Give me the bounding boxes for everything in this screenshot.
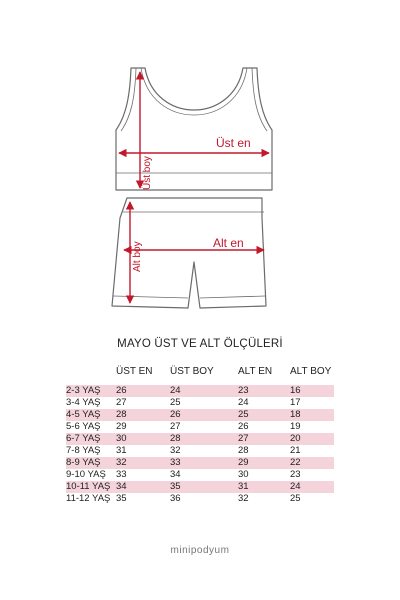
top-length-label: Üst boy: [142, 156, 153, 190]
cell-top-width: 34: [116, 481, 170, 493]
cell-top-width: 27: [116, 397, 170, 409]
bottom-width-label: Alt en: [213, 236, 244, 250]
table-row: [66, 469, 334, 481]
size-chart-title: MAYO ÜST VE ALT ÖLÇÜLERİ: [117, 338, 283, 350]
table-row: [66, 493, 334, 505]
cell-bottom-width: 23: [238, 385, 290, 397]
cell-bottom-length: 25: [290, 493, 334, 505]
brand-logo-text: minipodyum: [170, 545, 230, 556]
bottom-length-label: Alt boy: [132, 241, 143, 272]
size-chart-table: [66, 362, 334, 505]
cell-top-length: 34: [170, 469, 238, 481]
cell-top-length: 36: [170, 493, 238, 505]
header-size: [66, 362, 116, 380]
cell-top-length: 32: [170, 445, 238, 457]
cell-top-length: 28: [170, 433, 238, 445]
cell-bottom-width: 29: [238, 457, 290, 469]
shorts-left-hem: [113, 296, 188, 298]
cell-size: 10-11 YAŞ: [66, 481, 116, 493]
header-bottom-length: ALT BOY: [290, 365, 332, 377]
cell-size: 4-5 YAŞ: [66, 409, 116, 421]
table-row: [66, 421, 334, 433]
cell-bottom-width: 30: [238, 469, 290, 481]
cell-top-length: 35: [170, 481, 238, 493]
size-chart-header-row: [66, 362, 334, 380]
header-top-length: ÜST BOY: [170, 365, 214, 377]
cell-size: 6-7 YAŞ: [66, 433, 116, 445]
cell-size: 11-12 YAŞ: [66, 493, 116, 505]
cell-bottom-length: 19: [290, 421, 334, 433]
top-width-label: Üst en: [216, 136, 251, 150]
cell-top-length: 25: [170, 397, 238, 409]
cell-bottom-length: 23: [290, 469, 334, 481]
cell-top-width: 35: [116, 493, 170, 505]
table-row: [66, 409, 334, 421]
cell-bottom-width: 27: [238, 433, 290, 445]
cell-top-length: 26: [170, 409, 238, 421]
cell-top-width: 32: [116, 457, 170, 469]
shorts-right-hem: [200, 296, 265, 298]
table-row: [66, 397, 334, 409]
cell-bottom-length: 24: [290, 481, 334, 493]
tank-top-right-arm-seam: [252, 68, 267, 131]
table-row: [66, 445, 334, 457]
cell-bottom-length: 20: [290, 433, 334, 445]
tank-top-neck-seam: [141, 68, 247, 115]
cell-bottom-width: 25: [238, 409, 290, 421]
cell-bottom-length: 22: [290, 457, 334, 469]
cell-top-width: 29: [116, 421, 170, 433]
cell-bottom-length: 18: [290, 409, 334, 421]
cell-bottom-width: 32: [238, 493, 290, 505]
header-bottom-width: ALT EN: [238, 365, 273, 377]
cell-size: 8-9 YAŞ: [66, 457, 116, 469]
cell-bottom-length: 17: [290, 397, 334, 409]
table-row: [66, 433, 334, 445]
tank-top-left-arm-seam: [121, 68, 136, 131]
cell-top-width: 26: [116, 385, 170, 397]
cell-size: 5-6 YAŞ: [66, 421, 116, 433]
table-row: [66, 457, 334, 469]
table-row: [66, 481, 334, 493]
cell-bottom-width: 26: [238, 421, 290, 433]
cell-top-width: 33: [116, 469, 170, 481]
cell-size: 7-8 YAŞ: [66, 445, 116, 457]
header-top-width: ÜST EN: [116, 365, 153, 377]
cell-top-width: 30: [116, 433, 170, 445]
cell-size: 2-3 YAŞ: [66, 385, 116, 397]
cell-bottom-width: 24: [238, 397, 290, 409]
cell-top-length: 27: [170, 421, 238, 433]
cell-bottom-width: 31: [238, 481, 290, 493]
cell-size: 9-10 YAŞ: [66, 469, 116, 481]
cell-bottom-length: 16: [290, 385, 334, 397]
cell-top-width: 31: [116, 445, 170, 457]
cell-bottom-width: 28: [238, 445, 290, 457]
cell-size: 3-4 YAŞ: [66, 397, 116, 409]
cell-bottom-length: 21: [290, 445, 334, 457]
cell-top-length: 33: [170, 457, 238, 469]
cell-top-width: 28: [116, 409, 170, 421]
cell-top-length: 24: [170, 385, 238, 397]
table-row: [66, 385, 334, 397]
